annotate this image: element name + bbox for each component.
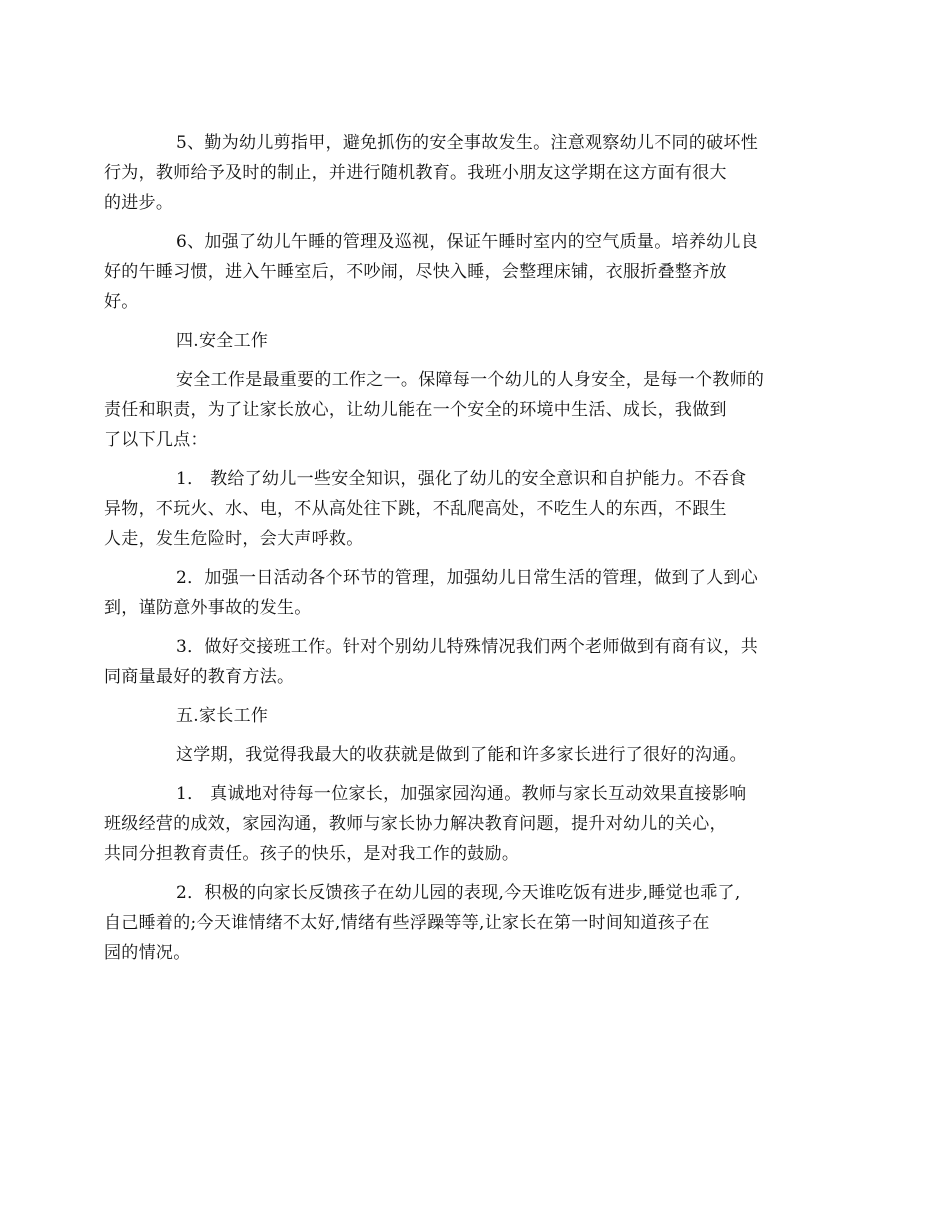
text-line: 人走，发生危险时，会大声呼救。: [104, 529, 364, 549]
text-line: 到，谨防意外事故的发生。: [104, 598, 312, 618]
text-line: 2．积极的向家长反馈孩子在幼儿园的表现,今天谁吃饭有进步,睡觉也乖了,: [176, 883, 741, 903]
body-paragraph: [104, 779, 814, 869]
text-line: 这学期，我觉得我最大的收获就是做到了能和许多家长进行了很好的沟通。: [176, 745, 747, 765]
text-line: 好。: [104, 292, 139, 312]
body-paragraph: [104, 464, 814, 554]
text-line: 班级经营的成效，家园沟通，教师与家长协力解决教育问题，提升对幼儿的关心，: [104, 814, 727, 834]
text-line: 了以下几点：: [104, 430, 208, 450]
text-line: 四.安全工作: [176, 331, 269, 351]
text-line: 1． 教给了幼儿一些安全知识，强化了幼儿的安全意识和自护能力。不吞食: [176, 469, 747, 489]
text-line: 3．做好交接班工作。针对个别幼儿特殊情况我们两个老师做到有商有议，共: [176, 637, 759, 657]
body-paragraph: [140, 740, 814, 770]
text-line: 园的情况。: [104, 943, 191, 963]
body-paragraph: [104, 128, 814, 218]
body-paragraph: [104, 632, 814, 692]
body-paragraph: [104, 878, 814, 968]
section-heading: [140, 701, 814, 731]
text-line: 的进步。: [104, 193, 174, 213]
text-line: 6、加强了幼儿午睡的管理及巡视，保证午睡时室内的空气质量。培养幼儿良: [176, 232, 759, 252]
section-heading: [140, 326, 814, 356]
text-line: 1． 真诚地对待每一位家长，加强家园沟通。教师与家长互动效果直接影响: [176, 784, 747, 804]
body-paragraph: [104, 365, 814, 455]
text-line: 责任和职责，为了让家长放心，让幼儿能在一个安全的环境中生活、成长，我做到: [104, 400, 727, 420]
text-line: 好的午睡习惯，进入午睡室后，不吵闹，尽快入睡，会整理床铺，衣服折叠整齐放: [104, 262, 727, 282]
text-line: 行为，教师给予及时的制止，并进行随机教育。我班小朋友这学期在这方面有很大: [104, 163, 727, 183]
body-paragraph: [104, 227, 814, 317]
document-page: [104, 128, 814, 977]
body-paragraph: [104, 563, 814, 623]
text-line: 同商量最好的教育方法。: [104, 667, 295, 687]
text-line: 安全工作是最重要的工作之一。保障每一个幼儿的人身安全，是每一个教师的: [176, 370, 765, 390]
text-line: 异物，不玩火、水、电，不从高处往下跳，不乱爬高处，不吃生人的东西，不跟生: [104, 499, 727, 519]
text-line: 共同分担教育责任。孩子的快乐，是对我工作的鼓励。: [104, 844, 520, 864]
text-line: 自己睡着的;今天谁情绪不太好,情绪有些浮躁等等,让家长在第一时间知道孩子在: [104, 913, 710, 933]
text-line: 2．加强一日活动各个环节的管理，加强幼儿日常生活的管理，做到了人到心: [176, 568, 759, 588]
text-line: 5、勤为幼儿剪指甲，避免抓伤的安全事故发生。注意观察幼儿不同的破坏性: [176, 133, 759, 153]
text-line: 五.家长工作: [176, 706, 269, 726]
